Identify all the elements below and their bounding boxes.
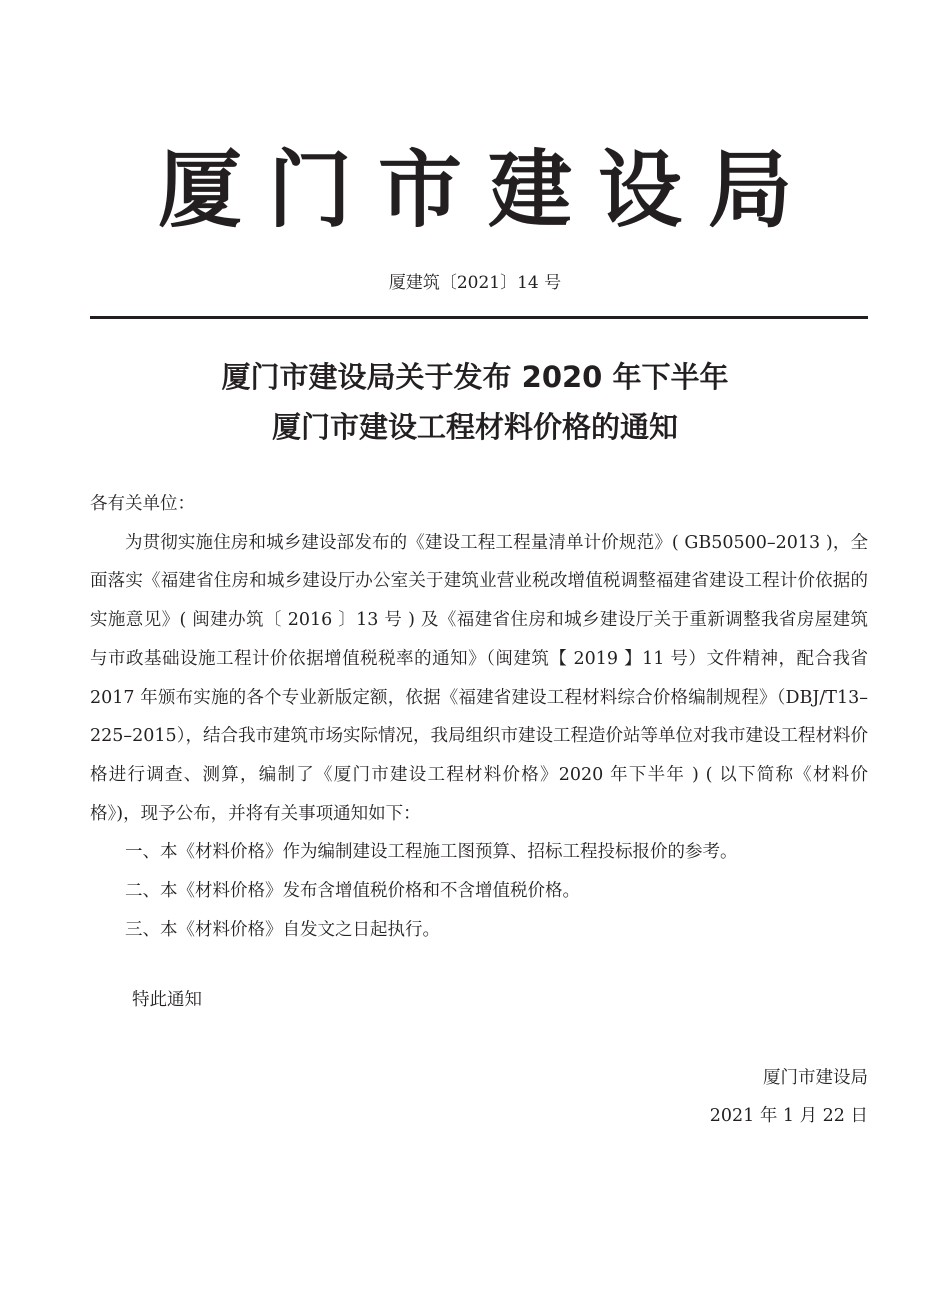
notice-item-2: 二、本《材料价格》发布含增值税价格和不含增值税价格。 <box>125 881 580 902</box>
agency-header: 厦门市建设局 <box>157 140 818 239</box>
notice-item-3: 三、本《材料价格》自发文之日起执行。 <box>125 919 440 940</box>
signature-date: 2021 年 1 月 22 日 <box>709 1106 868 1126</box>
notice-title-line-2: 厦门市建设工程材料价格的通知 <box>271 410 678 444</box>
notice-title <box>0 352 950 452</box>
salutation: 各有关单位： <box>90 494 195 514</box>
notice-title-line-1: 厦门市建设局关于发布 2020 年下半年 <box>221 360 729 394</box>
header-divider <box>90 316 868 319</box>
closing-remark: 特此通知 <box>132 990 202 1010</box>
notice-item-1: 一、本《材料价格》作为编制建设工程施工图预算、招标工程投标报价的参考。 <box>125 842 738 863</box>
document-number: 厦建筑〔2021〕14 号 <box>388 273 562 293</box>
notice-body <box>90 485 868 949</box>
signature-organization: 厦门市建设局 <box>763 1068 868 1088</box>
main-paragraph: 为贯彻实施住房和城乡建设部发布的《建设工程工程量清单计价规范》( GB50500–2013 )，全面落实《福建省住房和城乡建设厅办公室关于建筑业营业税改增值税调整福建省建设工程计价依据的实施意见》( 闽建办筑〔 2016 〕13 号 ) 及《福建省住房和城乡建设厅关于重新调整我省房屋建筑与市政基础设施工程计价依据增值税税率的通知》（闽建筑【 2019 】11 号）文件精神，配合我省 2017 年颁布实施的各个专业新版定额，依据《福建省建设工程材料综合价格编制规程》（DBJ/T13–225–2015），结合我市建筑市场实际情况，我局组织市建设工程造价站等单位对我市建设工程材料价格进行调查、测算，编制了《厦门市建设工程材料价格》2020 年下半年 ) ( 以下简称《材料价格》)，现予公布，并将有关事项通知如下： <box>90 532 868 824</box>
